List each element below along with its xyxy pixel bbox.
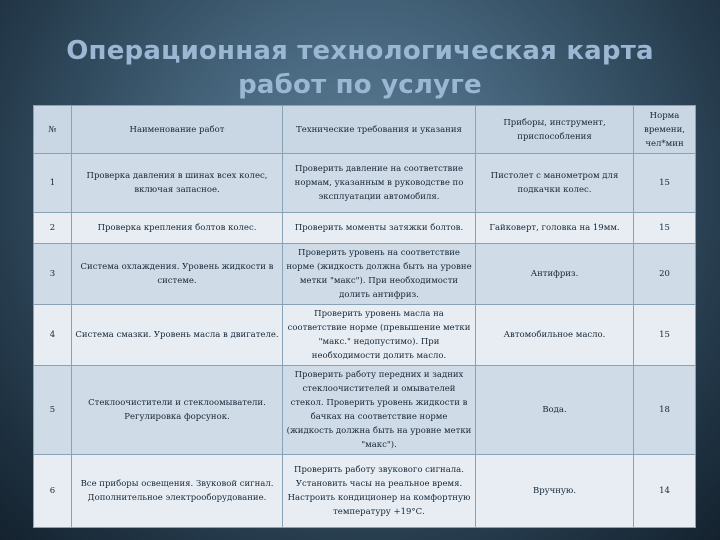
cell-num: 5	[34, 366, 72, 455]
header-num: №	[34, 106, 72, 154]
operations-table	[33, 105, 696, 528]
slide-title-line-1: Операционная технологическая карта	[66, 36, 654, 66]
cell-name: Система охлаждения. Уровень жидкости в системе.	[72, 244, 283, 305]
header-tools: Приборы, инструмент, приспособления	[476, 106, 634, 154]
table-row	[34, 366, 696, 455]
cell-tools: Гайковерт, головка на 19мм.	[476, 213, 634, 244]
table-row	[34, 213, 696, 244]
cell-name: Система смазки. Уровень масла в двигателе.	[72, 305, 283, 366]
cell-requirements: Проверить уровень масла на соответствие норме (превышение метки "макс." недопустимо). При необходимости долить масло.	[283, 305, 476, 366]
cell-name: Стеклоочистители и стеклоомыватели. Регулировка форсунок.	[72, 366, 283, 455]
table-header	[34, 106, 696, 154]
cell-name: Проверка давления в шинах всех колес, включая запасное.	[72, 154, 283, 213]
table-row	[34, 305, 696, 366]
cell-requirements: Проверить давление на соответствие нормам, указанным в руководстве по эксплуатации автомобиля.	[283, 154, 476, 213]
cell-norm: 15	[634, 154, 696, 213]
cell-num: 2	[34, 213, 72, 244]
table-row	[34, 244, 696, 305]
cell-norm: 14	[634, 455, 696, 528]
cell-tools: Пистолет с манометром для подкачки колес.	[476, 154, 634, 213]
table-row	[34, 154, 696, 213]
header-requirements: Технические требования и указания	[283, 106, 476, 154]
cell-name: Проверка крепления болтов колес.	[72, 213, 283, 244]
header-row	[34, 106, 696, 154]
slide-title	[0, 34, 720, 102]
cell-norm: 18	[634, 366, 696, 455]
cell-tools: Антифриз.	[476, 244, 634, 305]
cell-num: 6	[34, 455, 72, 528]
cell-num: 1	[34, 154, 72, 213]
cell-num: 4	[34, 305, 72, 366]
cell-requirements: Проверить работу передних и задних стеклоочистителей и омывателей стекол. Проверить уровень жидкости в бачках на соответствие норме (жидкость должна быть на уровне метки "макс").	[283, 366, 476, 455]
cell-name: Все приборы освещения. Звуковой сигнал. Дополнительное электрооборудование.	[72, 455, 283, 528]
cell-num: 3	[34, 244, 72, 305]
cell-norm: 20	[634, 244, 696, 305]
cell-requirements: Проверить моменты затяжки болтов.	[283, 213, 476, 244]
cell-norm: 15	[634, 213, 696, 244]
header-norm: Норма времени, чел*мин	[634, 106, 696, 154]
slide-title-line-2: работ по услуге	[238, 70, 482, 100]
cell-requirements: Проверить уровень на соответствие норме (жидкость должна быть на уровне метки "макс"). При необходимости долить антифриз.	[283, 244, 476, 305]
cell-tools: Вода.	[476, 366, 634, 455]
table-body	[34, 154, 696, 528]
cell-norm: 15	[634, 305, 696, 366]
cell-tools: Вручную.	[476, 455, 634, 528]
cell-tools: Автомобильное масло.	[476, 305, 634, 366]
header-name: Наименование работ	[72, 106, 283, 154]
table-row	[34, 455, 696, 528]
cell-requirements: Проверить работу звукового сигнала. Установить часы на реальное время. Настроить кондиционер на комфортную температуру +19°С.	[283, 455, 476, 528]
